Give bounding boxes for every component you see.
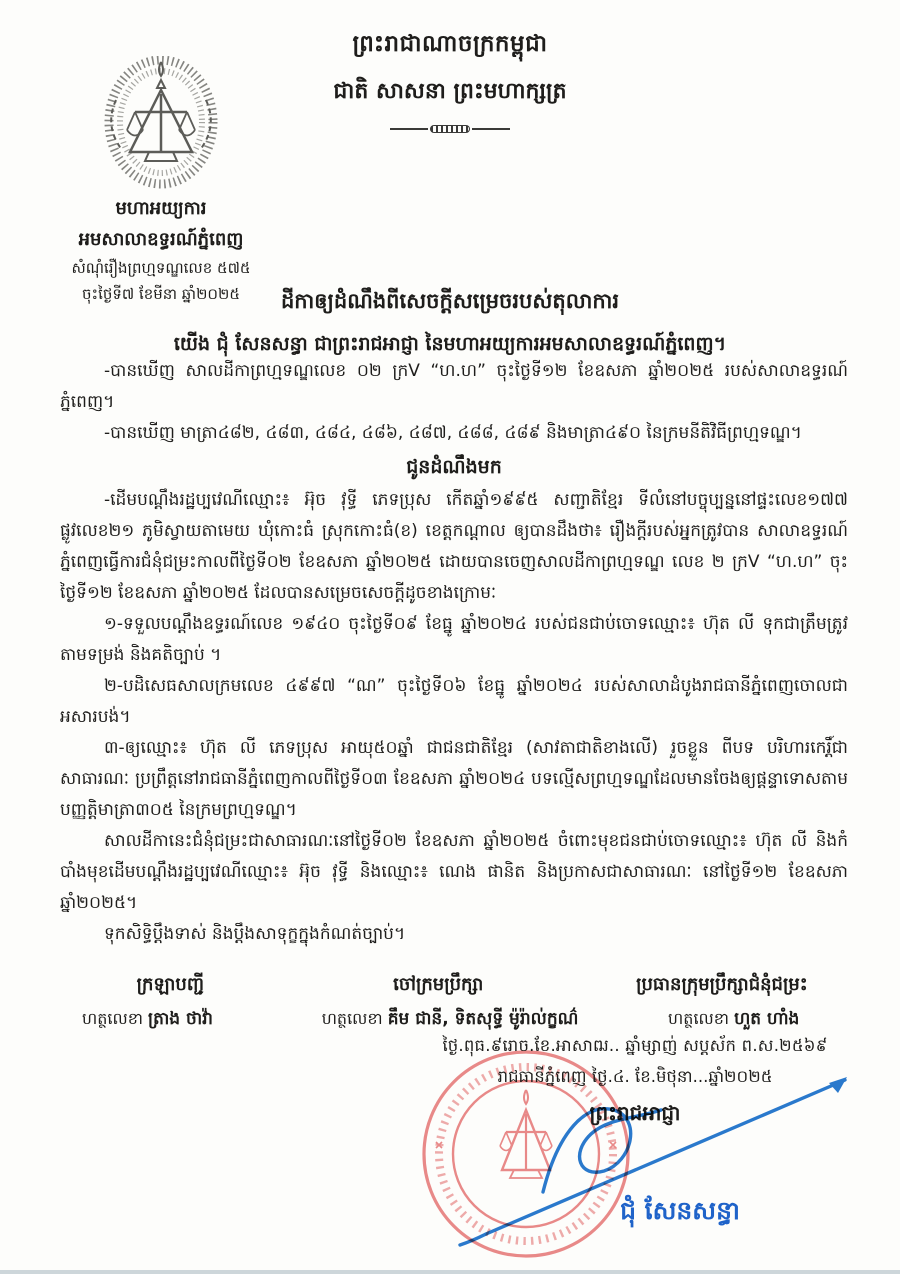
role-court-clerk: ក្រឡាបញ្ជី: [136, 974, 204, 995]
signature-block: [60, 972, 848, 1033]
signature-label: ហត្ថលេខា: [321, 1009, 383, 1028]
nation-religion-king-motto: ជាតិ សាសនា ព្រះមហាក្សត្រ: [333, 79, 567, 104]
decision-item-1: ១-ទទួលបណ្តឹងឧទ្ធរណ៍លេខ ១៩៤០ ចុះថ្ងៃទី០៩ ខែធ្នូ ឆ្នាំ២០២៤ របស់ជនជាប់ចោទឈ្មោះ៖ ហ៊ុត លី ទុកជាត្រឹមត្រូវតាមទម្រង់ និងគតិច្បាប់ ។: [60, 614, 848, 665]
signature-names-row: [60, 1008, 848, 1033]
counselor-signature-line: [281, 1008, 620, 1033]
signature-label: ហត្ថលេខា: [668, 1009, 729, 1028]
case-number-line: សំណុំរឿងព្រហ្មទណ្ឌលេខ ៥៧៥: [71, 259, 251, 277]
president-signature-line: [619, 1008, 848, 1033]
document-body: [60, 356, 848, 950]
president-name: ហួត ហាំង: [734, 1009, 800, 1029]
issuer-line: យើង ជុំ សែនសន្ធា ជាព្រះរាជអាជ្ញា នៃមហាអយ្យការអមសាលាឧទ្ធរណ៍ភ្នំពេញ។: [173, 333, 727, 355]
signature-label: ហត្ថលេខា: [82, 1009, 143, 1028]
notice-paragraph: -ដើមបណ្តឹងរដ្ឋប្បវេណីឈ្មោះ៖ អ៊ុច វុទ្ធី ភេទប្រុស កើតឆ្នាំ១៩៩៥ សញ្ជាតិខ្មែរ ទីលំនៅបច្ចុប្បន្ននៅផ្ទះលេខ១៧៧ ផ្លូវលេខ២១ ភូមិស្វាយតាមេយ ឃុំកោះធំ ស្រុកកោះធំ(ខ) ខេត្តកណ្តាល ឲ្យបានដឹងថា៖ រឿងក្តីរបស់អ្នកត្រូវបាន សាលាឧទ្ធរណ៍ភ្នំពេញធ្វើការជំនុំជម្រះកាលពីថ្ងៃទី០២ ខែឧសភា ឆ្នាំ២០២៥ ដោយបានចេញសាលដីកាព្រហ្មទណ្ឌ លេខ ២ ក្រV “ហ.ហ” ចុះថ្ងៃទី១២ ខែឧសភា ឆ្នាំ២០២៥ ដែលបានសម្រេចសេចក្តីដូចខាងក្រោមៈ: [60, 490, 848, 603]
section-heading-notification: ជូនដំណឹងមក: [406, 456, 502, 478]
role-counselor-judges: ចៅក្រមប្រឹក្សា: [393, 974, 484, 995]
rights-line: ទុកសិទ្ធិប្តឹងទាស់ និងប្តឹងសាទុក្ខក្នុងកំណត់ច្បាប់។: [104, 924, 406, 944]
clerk-name: ត្រាង ថាវ៉ា: [148, 1009, 213, 1029]
decision-item-2: ២-បដិសេធសាលក្រមលេខ ៤៩៩៧ “ណ” ចុះថ្ងៃទី០៦ ខែធ្នូ ឆ្នាំ២០២៤ របស់សាលាដំបូងរាជធានីភ្នំពេញចោលជាអសារបង់។: [60, 676, 848, 727]
issue-place-date-line: រាជធានីភ្នំពេញ ថ្ងៃ.៤. ខែ.មិថុនា...ឆ្នាំ២០២៥: [497, 1067, 773, 1086]
seen-clause-1: -បានឃើញ សាលដីកាព្រហ្មទណ្ឌលេខ ០២ ក្រV “ហ.ហ” ចុះថ្ងៃទី១២ ខែឧសភា ឆ្នាំ២០២៥ របស់សាលាឧទ្ធរណ៍ភ្នំពេញ។: [60, 361, 848, 412]
justice-scales-emblem-icon: [86, 56, 236, 192]
header-divider-ornament: [390, 125, 510, 133]
counselor-names: គឹម ជានី, ទិតសុទ្ធី ម៉ូរ៉ាល់ក្ខណ៌: [387, 1009, 579, 1029]
seen-clause-2: -បានឃើញ មាត្រា៤៨២, ៤៨៣, ៤៨៤, ៤៨៦, ៤៨៧, ៤៨៨, ៤៨៩ និងមាត្រា៤៩០ នៃក្រមនីតិវិធីព្រហ្មទណ្ឌ។: [104, 423, 802, 443]
signature-roles-row: [60, 972, 848, 999]
kingdom-title: ព្រះរាជាណាចក្រកម្ពុជា: [352, 31, 548, 57]
decision-item-3: ៣-ឲ្យឈ្មោះ៖ ហ៊ុត លី ភេទប្រុស អាយុ៥០ឆ្នាំ ជាជនជាតិខ្មែរ (សាវតាជាតិខាងលើ) រួចខ្លួន ពីបទ បរិហារកេរ្តិ៍ជាសាធារណៈ ប្រព្រឹត្តនៅរាជធានីភ្នំពេញកាលពីថ្ងៃទី០៣ ខែឧសភា ឆ្នាំ២០២៤ បទល្មើសព្រហ្មទណ្ឌដែលមានចែងឲ្យផ្តន្ទាទោសតាមបញ្ញត្តិមាត្រា៣០៥ នៃក្រមព្រហ្មទណ្ឌ។: [60, 738, 848, 820]
hearing-paragraph: សាលដីកានេះជំនុំជម្រះជាសាធារណៈនៅថ្ងៃទី០២ ខែឧសភា ឆ្នាំ២០២៥ ចំពោះមុខជនជាប់ចោទឈ្មោះ៖ ហ៊ុត លី និងកំបាំងមុខដើមបណ្តឹងរដ្ឋប្បវេណីឈ្មោះ៖ អ៊ុច វុទ្ធី និងឈ្មោះ៖ ណេង ផានិត និងប្រកាសជាសាធារណៈ នៅថ្ងៃទី១២ ខែឧសភា ឆ្នាំ២០២៥។: [60, 831, 848, 913]
office-name-line1: មហាអយ្យការ: [115, 198, 207, 219]
prosecutor-name: ជុំ សែនសន្ធា: [620, 1196, 740, 1225]
royal-prosecutor-title: ព្រះរាជអាជ្ញា: [589, 1101, 681, 1125]
signature-scribble: [380, 1040, 900, 1274]
document-title: ដីកាឲ្យដំណឹងពីសេចក្តីសម្រេចរបស់តុលាការ: [280, 289, 620, 313]
case-date-line: ចុះថ្ងៃទី៧ ខែមីនា ឆ្នាំ២០២៥: [81, 285, 241, 303]
role-presiding-judge: ប្រធានក្រុមប្រឹក្សាជំនុំជម្រះ: [636, 974, 808, 995]
document-title-block: [0, 288, 900, 360]
lunar-date-line: ថ្ងៃ.ពុធ.៩រោច.ខែ.អាសាឍ.. ឆ្នាំម្សាញ់ សប្តស័ក ព.ស.២៥៦៩: [442, 1036, 828, 1055]
prosecutor-letterhead: [36, 56, 286, 307]
clerk-signature-line: [60, 1008, 281, 1033]
office-name-line2: អមសាលាឧទ្ធរណ៍ភ្នំពេញ: [78, 229, 244, 250]
signature-arrowhead: [829, 1077, 847, 1093]
